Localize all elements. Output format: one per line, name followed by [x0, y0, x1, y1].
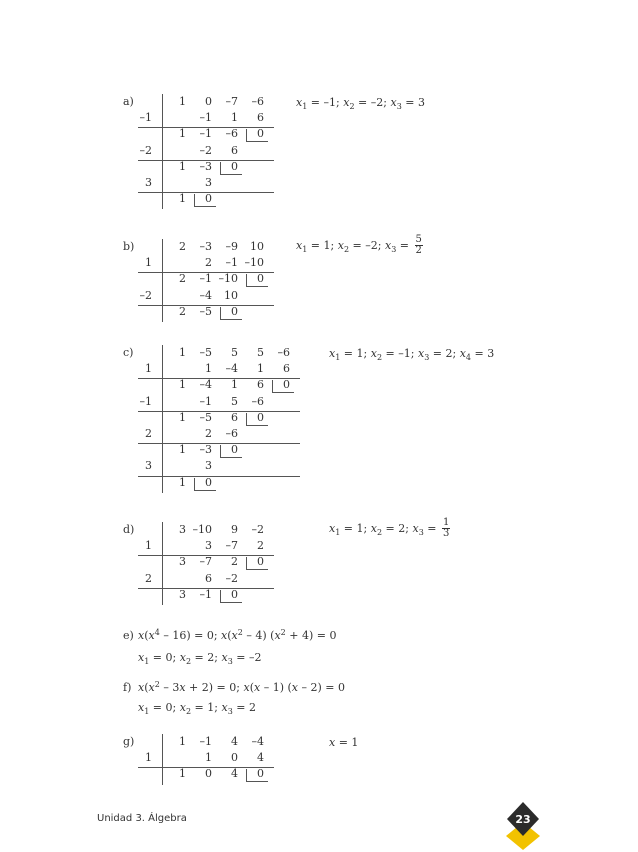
coefficient: –2 — [199, 143, 212, 157]
variable-x: x — [390, 96, 397, 109]
remainder-bracket — [246, 557, 247, 569]
coefficient: 3 — [179, 523, 186, 536]
coefficient: 6 — [257, 378, 264, 392]
remainder-underline — [220, 174, 242, 175]
variable-x: x — [138, 651, 145, 664]
coefficient: 3 — [205, 176, 212, 189]
subscript: 1 — [144, 657, 150, 666]
divisor: –1 — [139, 111, 152, 125]
equation-line — [138, 630, 336, 642]
math-text: = –2; — [354, 96, 391, 109]
coefficient: –6 — [225, 427, 238, 440]
variable-x: x — [243, 681, 250, 694]
math-text: – 16) = 0; — [159, 629, 222, 642]
math-text: = –2; — [349, 238, 385, 252]
remainder-underline — [220, 457, 242, 458]
exponent: 4 — [154, 628, 160, 637]
coefficient: –10 — [244, 256, 264, 270]
subscript: 1 — [335, 527, 341, 537]
math-text: ( — [227, 629, 232, 642]
division-bar — [162, 239, 163, 322]
coefficient: 3 — [205, 459, 212, 473]
subscript: 2 — [349, 102, 355, 111]
variable-x: x — [148, 681, 155, 694]
coefficient: 10 — [250, 240, 264, 253]
coefficient: –5 — [199, 410, 212, 424]
remainder-bracket — [246, 413, 247, 425]
subscript: 3 — [418, 527, 424, 537]
remainder-underline — [246, 425, 268, 426]
remainder-bracket — [220, 590, 221, 602]
coefficient: 4 — [231, 735, 238, 748]
exercise-label: a) — [123, 95, 134, 108]
math-text: ( — [144, 681, 149, 694]
variable-x: x — [138, 701, 145, 714]
variable-x: x — [138, 681, 145, 694]
remainder-bracket — [246, 274, 247, 286]
exercise-label: e) — [123, 629, 134, 642]
variable-x: x — [384, 238, 392, 252]
variable-x: x — [231, 629, 238, 642]
coefficient: 1 — [179, 159, 186, 173]
remainder-bracket — [194, 194, 195, 206]
fraction — [442, 518, 450, 539]
remainder-underline — [246, 141, 268, 142]
coefficient: –1 — [199, 111, 212, 125]
solution — [329, 348, 494, 360]
math-text: = 2 — [232, 701, 256, 714]
divisor: 3 — [145, 459, 152, 473]
variable-x: x — [253, 681, 261, 694]
math-text: ( — [249, 681, 254, 694]
coefficient: –9 — [225, 240, 238, 253]
remainder-underline — [246, 286, 268, 287]
coefficient: –5 — [199, 304, 212, 318]
coefficient: 6 — [231, 143, 238, 157]
variable-x: x — [329, 521, 336, 535]
coefficient: –6 — [277, 346, 290, 359]
variable-x: x — [370, 521, 377, 535]
coefficient: 2 — [205, 427, 212, 440]
coefficient: –2 — [225, 571, 238, 585]
subscript: 2 — [185, 657, 192, 666]
fraction-denominator: 2 — [415, 245, 422, 256]
exercise-label: c) — [123, 346, 134, 359]
divisor: 1 — [145, 751, 152, 765]
divisor: 1 — [145, 256, 152, 270]
subscript: 3 — [391, 244, 397, 254]
math-text: = 2; — [429, 347, 460, 360]
coefficient: 0 — [205, 475, 212, 489]
coefficient: 0 — [283, 378, 290, 392]
variable-x: x — [274, 629, 281, 642]
coefficient: 0 — [257, 272, 264, 286]
coefficient: 9 — [231, 523, 238, 536]
variable-x: x — [337, 238, 344, 252]
coefficient: –3 — [199, 240, 212, 253]
subscript: 1 — [335, 353, 341, 362]
coefficient: 1 — [179, 767, 186, 781]
divisor: 1 — [145, 539, 152, 553]
remainder-bracket — [194, 478, 195, 490]
page-number-badge — [505, 802, 541, 852]
coefficient: –4 — [199, 288, 212, 302]
equation-line — [138, 682, 345, 694]
subscript: 3 — [424, 353, 430, 362]
math-text: = 1; — [307, 238, 338, 252]
remainder-bracket — [272, 380, 273, 392]
fraction-numerator: 5 — [415, 234, 422, 245]
remainder-underline — [272, 392, 294, 393]
variable-x: x — [296, 238, 303, 252]
remainder-underline — [220, 602, 242, 603]
coefficient: 2 — [231, 555, 238, 569]
coefficient: –6 — [251, 394, 264, 408]
coefficient: –7 — [225, 95, 238, 108]
coefficient: 5 — [257, 346, 264, 359]
variable-x: x — [412, 521, 419, 535]
remainder-bracket — [220, 162, 221, 174]
remainder-bracket — [246, 129, 247, 141]
coefficient: 10 — [224, 288, 238, 302]
variable-x: x — [329, 347, 336, 360]
math-text: = 1; — [191, 701, 222, 714]
coefficient: –1 — [199, 394, 212, 408]
coefficient: 0 — [231, 751, 238, 765]
coefficient: 1 — [179, 127, 186, 141]
row-rule — [138, 476, 300, 477]
variable-x: x — [138, 629, 145, 642]
math-text: = 3 — [471, 347, 495, 360]
remainder-underline — [194, 490, 216, 491]
coefficient: 0 — [231, 159, 238, 173]
solution — [329, 518, 450, 539]
coefficient: –6 — [251, 95, 264, 108]
fraction — [415, 235, 423, 256]
page-number: 23 — [515, 813, 531, 826]
remainder-bracket — [246, 769, 247, 781]
coefficient: 0 — [231, 304, 238, 318]
coefficient: –1 — [199, 735, 212, 748]
coefficient: –1 — [199, 272, 212, 286]
exercise-label: b) — [123, 240, 135, 253]
remainder-bracket — [220, 445, 221, 457]
variable-x: x — [221, 701, 228, 714]
subscript: 2 — [376, 353, 383, 362]
variable-x: x — [329, 736, 336, 749]
coefficient: –3 — [199, 443, 212, 457]
coefficient: –7 — [225, 539, 238, 553]
math-text: – 1) ( — [260, 681, 292, 694]
divisor: –2 — [139, 288, 152, 302]
math-text: – 3 — [159, 681, 180, 694]
coefficient: –4 — [225, 362, 238, 376]
subscript: 2 — [343, 244, 350, 254]
coefficient: 0 — [257, 767, 264, 781]
coefficient: 3 — [179, 555, 186, 569]
fraction-denominator: 3 — [443, 528, 450, 539]
coefficient: 2 — [179, 304, 186, 318]
math-text: = — [396, 238, 413, 252]
subscript: 3 — [396, 102, 402, 111]
remainder-underline — [246, 781, 268, 782]
solution — [138, 702, 256, 714]
variable-x: x — [221, 651, 228, 664]
math-text: = 0; — [149, 651, 180, 664]
math-text: = — [423, 521, 440, 535]
coefficient: –2 — [251, 523, 264, 536]
coefficient: 1 — [179, 95, 186, 108]
exercise-label: g) — [123, 735, 135, 748]
subscript: 2 — [376, 527, 383, 537]
coefficient: 0 — [231, 587, 238, 601]
variable-x: x — [148, 629, 155, 642]
coefficient: 0 — [231, 443, 238, 457]
coefficient: 6 — [205, 571, 212, 585]
subscript: 2 — [185, 707, 192, 716]
coefficient: 1 — [179, 378, 186, 392]
math-text: = 1; — [340, 347, 371, 360]
coefficient: 0 — [257, 127, 264, 141]
solution — [138, 652, 262, 664]
variable-x: x — [291, 681, 298, 694]
coefficient: –6 — [225, 127, 238, 141]
divisor: 3 — [145, 176, 152, 189]
math-text: = –2 — [232, 651, 262, 664]
coefficient: 2 — [257, 539, 264, 553]
coefficient: 2 — [205, 256, 212, 270]
divisor: –1 — [139, 394, 152, 408]
math-text: = 3 — [401, 96, 425, 109]
math-text: = 2; — [191, 651, 222, 664]
math-text: + 2) = 0; — [185, 681, 244, 694]
fraction-numerator: 1 — [443, 517, 450, 528]
coefficient: 6 — [257, 111, 264, 125]
divisor: 1 — [145, 362, 152, 376]
remainder-underline — [194, 206, 216, 207]
exponent: 2 — [280, 628, 286, 637]
math-text: + 4) = 0 — [285, 629, 337, 642]
coefficient: 1 — [179, 410, 186, 424]
remainder-bracket — [220, 307, 221, 319]
coefficient: –7 — [199, 555, 212, 569]
coefficient: 6 — [283, 362, 290, 376]
math-text: – 2) = 0 — [298, 681, 345, 694]
variable-x: x — [221, 629, 228, 642]
coefficient: 1 — [179, 346, 186, 359]
coefficient: 2 — [179, 272, 186, 286]
coefficient: 0 — [257, 410, 264, 424]
variable-x: x — [179, 701, 186, 714]
remainder-underline — [220, 319, 242, 320]
coefficient: –1 — [225, 256, 238, 270]
variable-x: x — [417, 347, 425, 360]
coefficient: –1 — [199, 587, 212, 601]
coefficient: 1 — [205, 362, 212, 376]
solution — [296, 97, 425, 109]
coefficient: 1 — [231, 378, 238, 392]
coefficient: 1 — [179, 443, 186, 457]
coefficient: –1 — [199, 127, 212, 141]
subscript: 1 — [302, 244, 308, 254]
coefficient: –4 — [199, 378, 212, 392]
coefficient: –10 — [218, 272, 238, 286]
divisor: 2 — [145, 427, 152, 440]
coefficient: 1 — [257, 362, 264, 376]
coefficient: 5 — [231, 394, 238, 408]
math-text: = –1; — [307, 96, 344, 109]
remainder-underline — [246, 569, 268, 570]
division-bar — [162, 734, 163, 785]
coefficient: 0 — [257, 555, 264, 569]
exponent: 2 — [154, 680, 160, 689]
math-text: = 2; — [382, 521, 413, 535]
coefficient: 5 — [231, 346, 238, 359]
exponent: 2 — [237, 628, 243, 637]
divisor: –2 — [139, 143, 152, 157]
subscript: 1 — [302, 102, 308, 111]
coefficient: 1 — [231, 111, 238, 125]
coefficient: 4 — [257, 751, 264, 765]
coefficient: 0 — [205, 95, 212, 108]
variable-x: x — [370, 347, 377, 360]
math-text: = 0; — [149, 701, 180, 714]
subscript: 1 — [144, 707, 150, 716]
coefficient: 1 — [179, 735, 186, 748]
variable-x: x — [179, 681, 186, 694]
variable-x: x — [179, 651, 186, 664]
subscript: 3 — [227, 657, 233, 666]
coefficient: –10 — [192, 523, 212, 536]
math-text: = 1 — [335, 736, 359, 749]
coefficient: 1 — [205, 751, 212, 765]
footer-unit-label: Unidad 3. Álgebra — [97, 813, 187, 824]
coefficient: –5 — [199, 346, 212, 359]
math-text: = 1; — [340, 521, 371, 535]
exercise-label: f) — [123, 681, 132, 694]
solution — [329, 737, 358, 749]
coefficient: 0 — [205, 192, 212, 206]
math-text: = –1; — [382, 347, 418, 360]
math-text: ( — [144, 629, 149, 642]
coefficient: –3 — [199, 159, 212, 173]
math-text: – 4) ( — [242, 629, 275, 642]
coefficient: 3 — [179, 587, 186, 601]
coefficient: 1 — [179, 475, 186, 489]
subscript: 3 — [227, 707, 233, 716]
coefficient: 0 — [205, 767, 212, 781]
divisor: 2 — [145, 571, 152, 585]
exercise-label: d) — [123, 523, 135, 536]
coefficient: 1 — [179, 192, 186, 206]
coefficient: 3 — [205, 539, 212, 553]
coefficient: 4 — [231, 767, 238, 781]
variable-x: x — [343, 96, 350, 109]
subscript: 4 — [465, 353, 472, 362]
coefficient: 2 — [179, 240, 186, 253]
division-bar — [162, 522, 163, 605]
coefficient: 6 — [231, 410, 238, 424]
variable-x: x — [459, 347, 466, 360]
division-bar — [162, 345, 163, 493]
coefficient: –4 — [251, 735, 264, 748]
solution — [296, 235, 423, 256]
variable-x: x — [296, 96, 303, 109]
